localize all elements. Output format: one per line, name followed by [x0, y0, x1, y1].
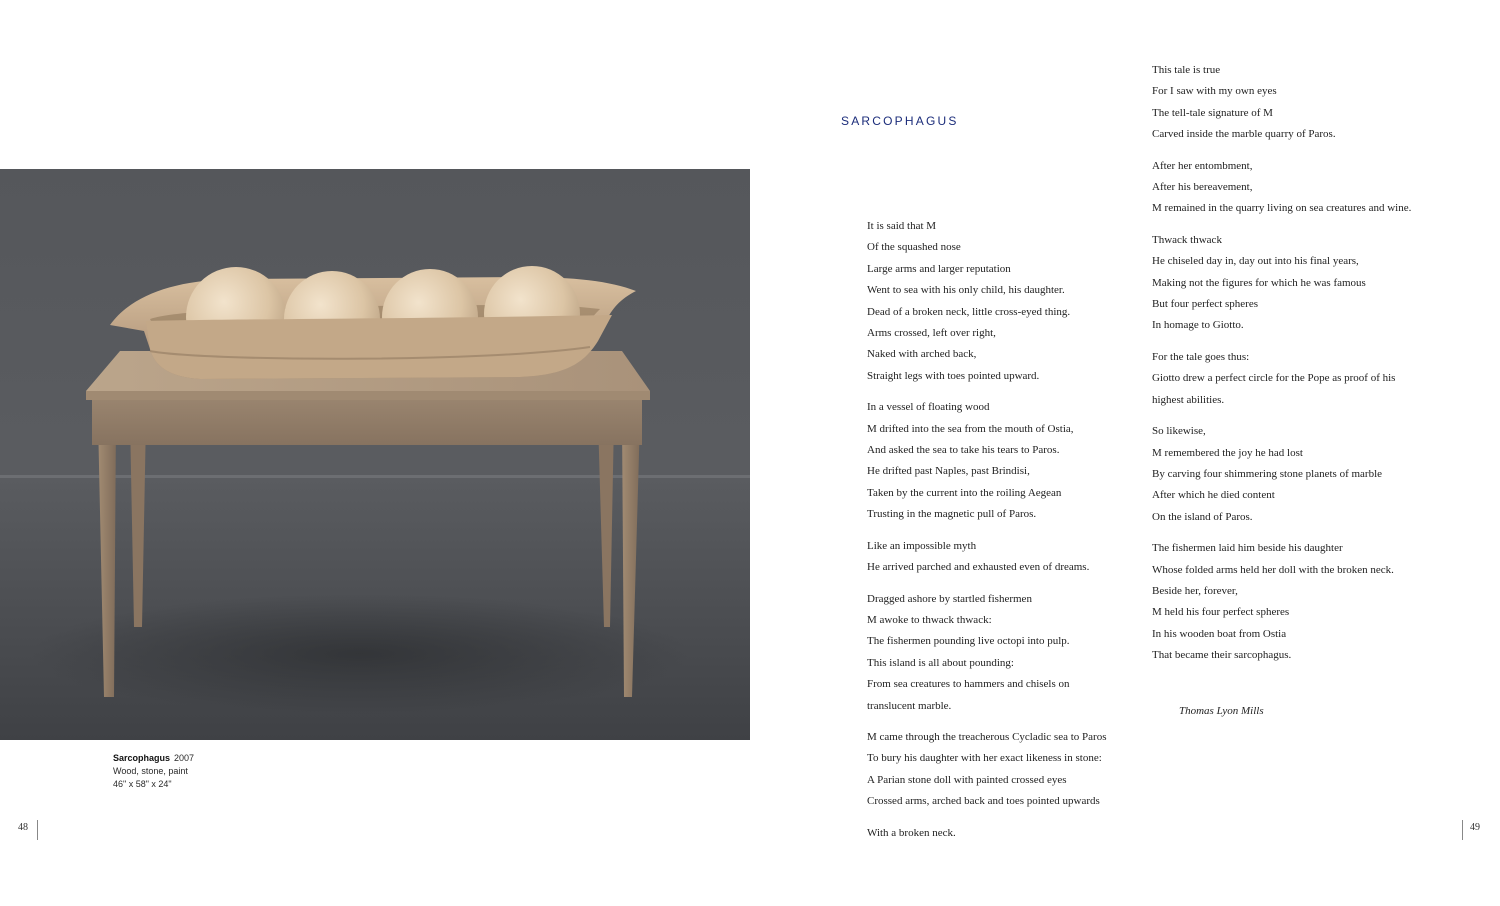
artwork-year: 2007 — [174, 753, 195, 763]
poem-line: This tale is true — [1152, 64, 1221, 76]
poem-line: Whose folded arms held her doll with the broken neck. — [1152, 563, 1394, 576]
poem-line: Straight legs with toes pointed upward. — [867, 369, 1040, 382]
poem-line: So likewise, — [1152, 425, 1206, 438]
poem-column-left — [867, 216, 1137, 854]
poem-line: By carving four shimmering stone planets of marble — [1152, 467, 1383, 480]
artwork-dimensions: 46" x 58" x 24" — [113, 779, 172, 789]
poem-line: But four perfect spheres — [1152, 298, 1258, 311]
poem-line: Of the squashed nose — [867, 241, 961, 254]
poem-line: Large arms and larger reputation — [867, 262, 1011, 275]
page-number-divider-right — [1462, 820, 1463, 840]
poem-line: M held his four perfect spheres — [1152, 606, 1290, 619]
poem-line: With a broken neck. — [867, 826, 956, 839]
poem-line: Making not the figures for which he was famous — [1152, 276, 1366, 289]
poem-line: To bury his daughter with her exact likeness in stone: — [867, 752, 1102, 765]
poem-line: This island is all about pounding: — [867, 656, 1014, 669]
poem-line: For I saw with my own eyes — [1152, 85, 1277, 98]
poem-column-right — [1152, 60, 1452, 677]
page-number-left: 48 — [18, 822, 28, 833]
poem-line: After which he died content — [1152, 489, 1275, 502]
poem-line: The tell-tale signature of M — [1152, 106, 1273, 119]
poem-stanza — [1152, 156, 1452, 220]
poem-line: And asked the sea to take his tears to Paros. — [867, 444, 1060, 457]
artwork-caption — [113, 752, 194, 791]
poem-stanza — [1152, 60, 1452, 146]
poem-line: In homage to Giotto. — [1152, 319, 1244, 332]
poem-line: He arrived parched and exhausted even of dreams. — [867, 561, 1090, 574]
poem-line: Dead of a broken neck, little cross-eyed thing. — [867, 305, 1071, 318]
poem-stanza — [1152, 538, 1452, 666]
poem-line: Trusting in the magnetic pull of Paros. — [867, 508, 1037, 521]
page-number-right: 49 — [1470, 822, 1480, 833]
poem-line: He chiseled day in, day out into his final years, — [1152, 255, 1359, 268]
poem-line: M awoke to thwack thwack: — [867, 613, 992, 626]
poem-stanza — [867, 727, 1137, 813]
poem-stanza — [1152, 347, 1452, 411]
poem-line: Giotto drew a perfect circle for the Pope as proof of his — [1152, 372, 1396, 385]
poem-line: In his wooden boat from Ostia — [1152, 627, 1287, 640]
poem-line: M came through the treacherous Cycladic sea to Paros — [867, 730, 1107, 743]
poem-stanza — [867, 589, 1137, 717]
poem-line: translucent marble. — [867, 699, 952, 712]
poem-line: He drifted past Naples, past Brindisi, — [867, 465, 1030, 478]
poem-line: Crossed arms, arched back and toes pointed upwards — [867, 795, 1100, 808]
poem-author: Thomas Lyon Mills — [1179, 705, 1264, 717]
poem-line: From sea creatures to hammers and chisels on — [867, 678, 1070, 691]
poem-line: After his bereavement, — [1152, 181, 1253, 194]
poem-stanza — [1152, 421, 1452, 528]
poem-line: The fishermen laid him beside his daughter — [1152, 542, 1343, 555]
poem-stanza — [867, 216, 1137, 387]
poem-line: highest abilities. — [1152, 393, 1225, 406]
poem-line: That became their sarcophagus. — [1152, 649, 1292, 662]
artwork-medium: Wood, stone, paint — [113, 766, 188, 776]
poem-line: Arms crossed, left over right, — [867, 327, 996, 340]
poem-line: Beside her, forever, — [1152, 584, 1238, 597]
sculpture-photograph — [0, 169, 750, 740]
poem-line: A Parian stone doll with painted crossed eyes — [867, 773, 1067, 786]
page-number-divider-left — [37, 820, 38, 840]
poem-line: M drifted into the sea from the mouth of Ostia, — [867, 422, 1074, 435]
poem-line: Thwack thwack — [1152, 233, 1222, 246]
artwork-title: Sarcophagus — [113, 753, 171, 763]
poem-line: Naked with arched back, — [867, 348, 977, 361]
poem-line: On the island of Paros. — [1152, 510, 1253, 523]
poem-stanza — [867, 397, 1137, 525]
poem-stanza — [867, 536, 1137, 579]
poem-line: Carved inside the marble quarry of Paros. — [1152, 128, 1336, 141]
poem-line: Went to sea with his only child, his daughter. — [867, 284, 1065, 297]
poem-line: For the tale goes thus: — [1152, 350, 1250, 363]
poem-line: Dragged ashore by startled fishermen — [867, 592, 1032, 605]
poem-stanza — [867, 823, 1137, 844]
poem-line: Like an impossible myth — [867, 539, 977, 552]
poem-line: M remained in the quarry living on sea creatures and wine. — [1152, 202, 1412, 215]
poem-line: The fishermen pounding live octopi into pulp. — [867, 635, 1070, 648]
poem-line: In a vessel of floating wood — [867, 401, 990, 414]
caption-title-line — [113, 752, 194, 765]
poem-title: SARCOPHAGUS — [841, 114, 959, 128]
poem-line: After her entombment, — [1152, 159, 1253, 172]
poem-line: Taken by the current into the roiling Aegean — [867, 486, 1062, 499]
poem-line: It is said that M — [867, 220, 937, 232]
poem-stanza — [1152, 230, 1452, 337]
poem-line: M remembered the joy he had lost — [1152, 446, 1303, 459]
